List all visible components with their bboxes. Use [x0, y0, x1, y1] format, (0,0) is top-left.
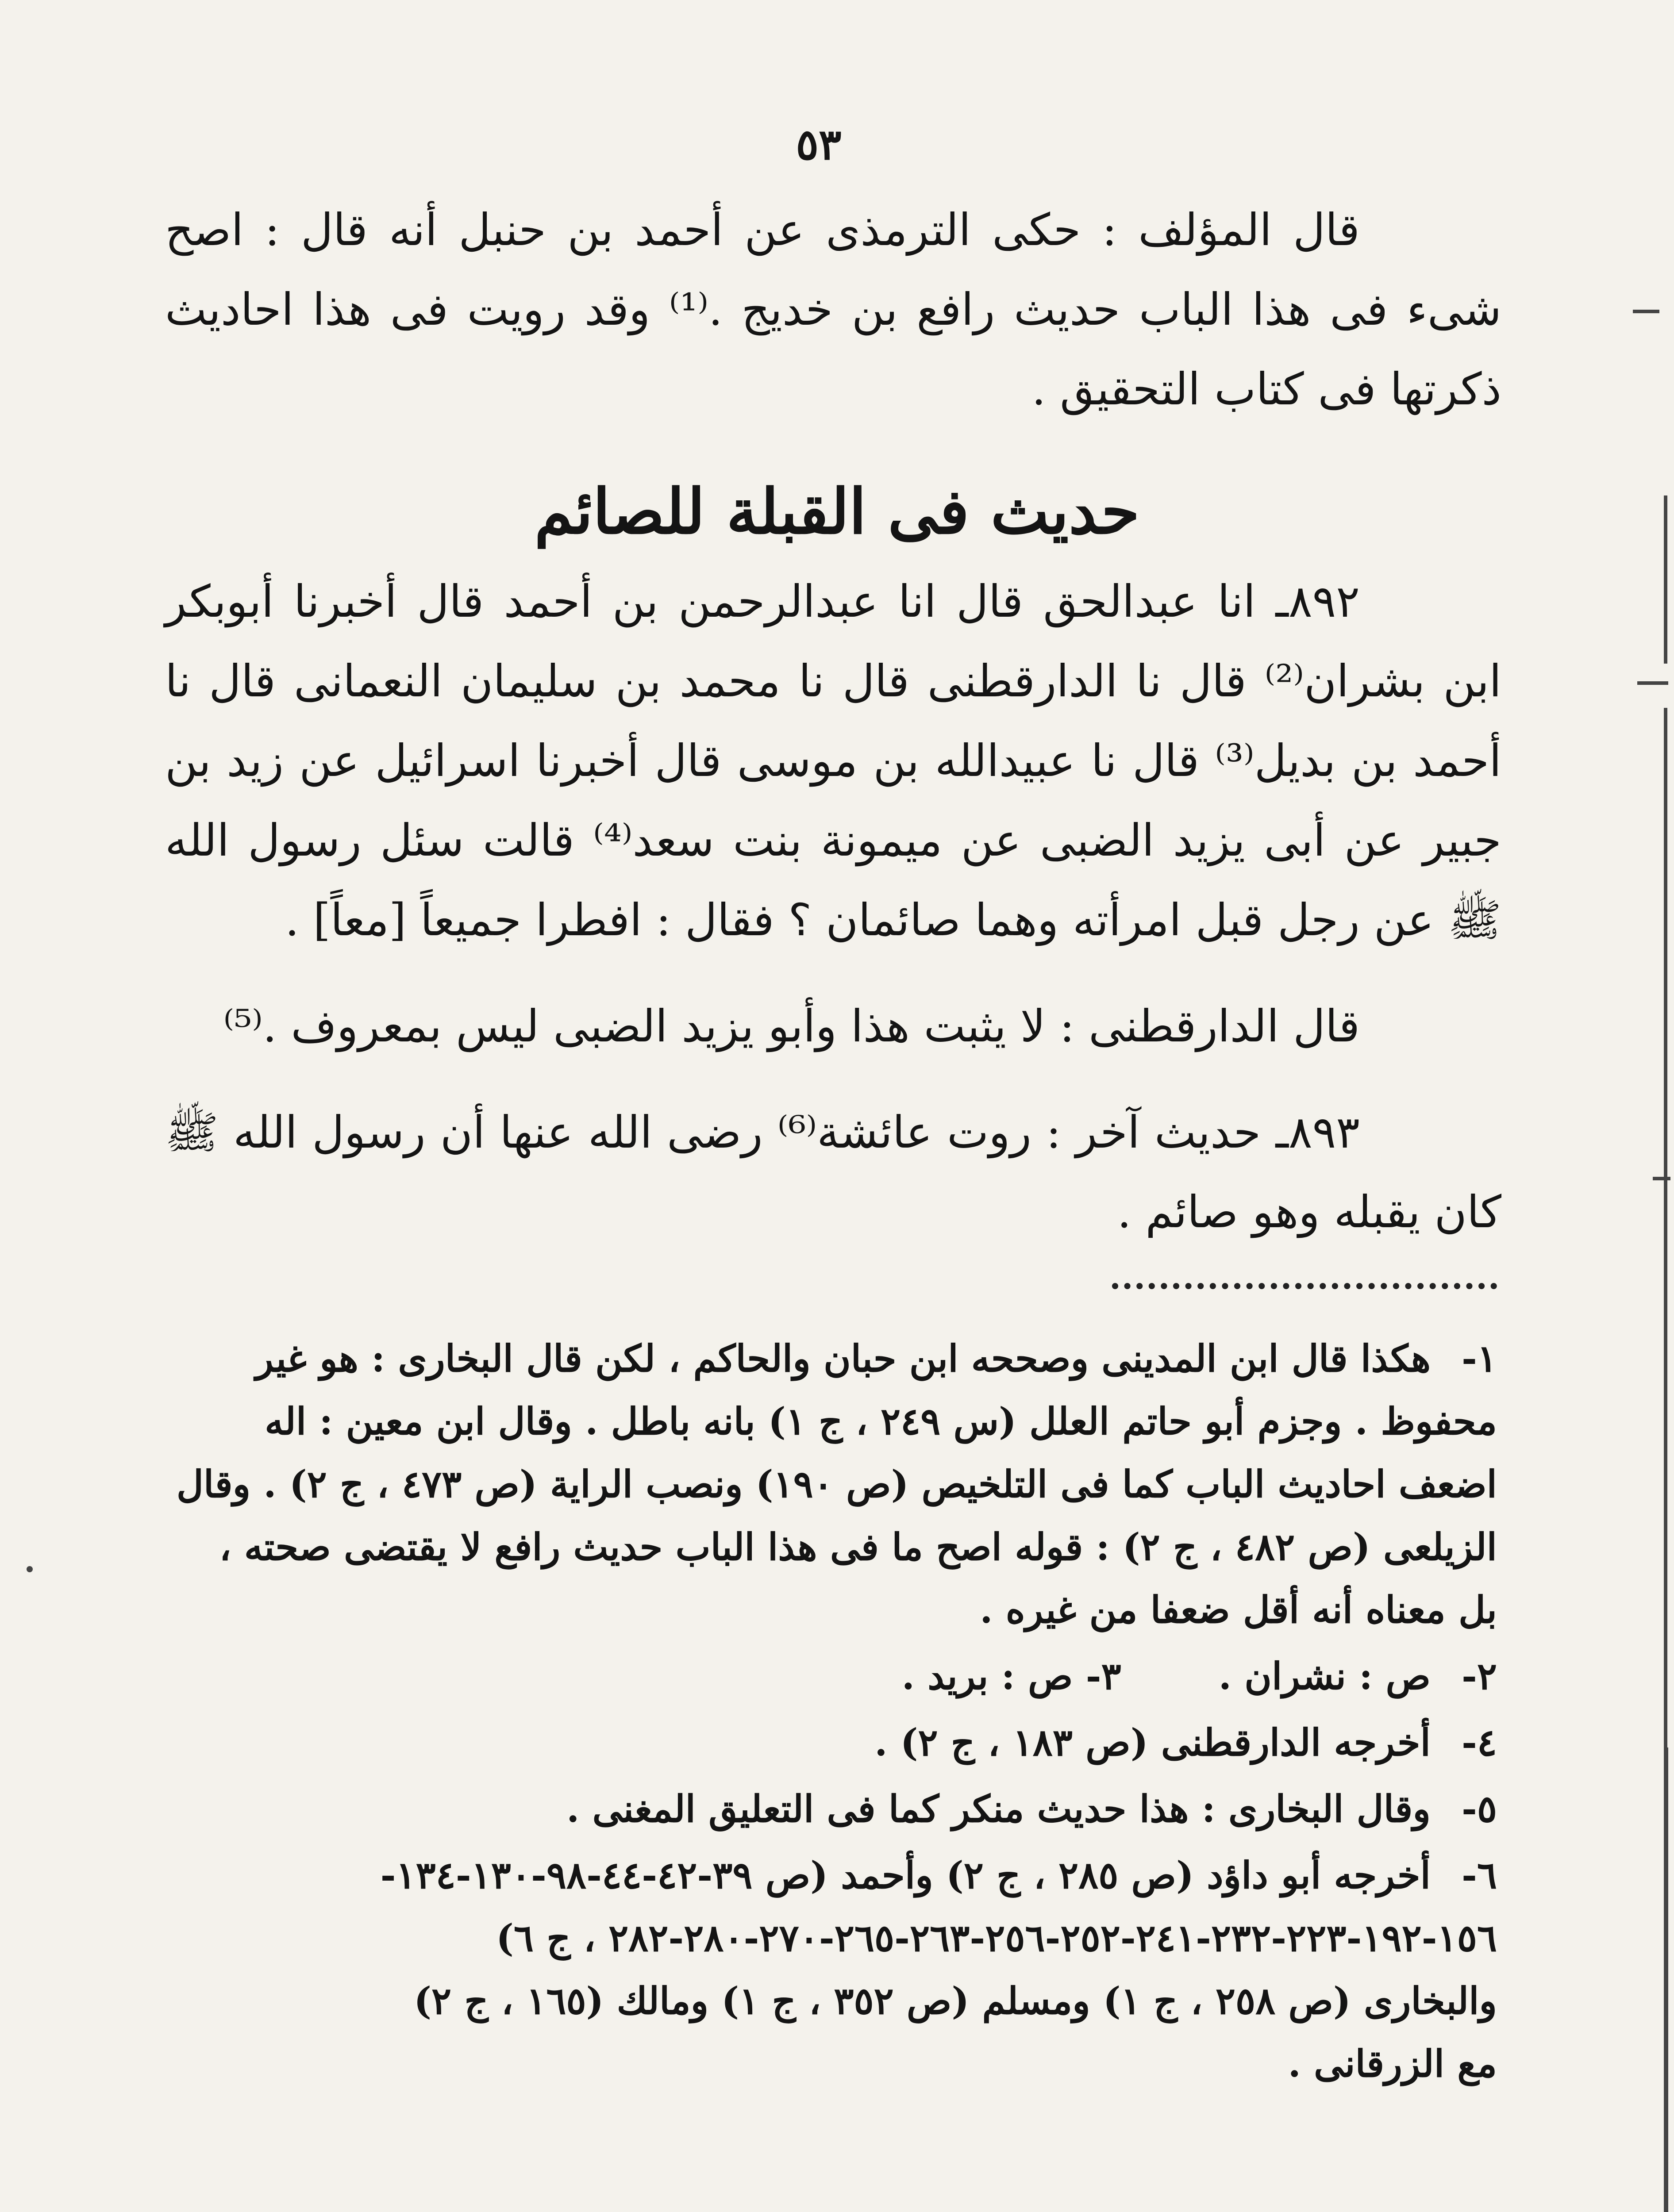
footnote-text-line: ١٥٦-١٩٢-٢٢٣-٢٣٢-٢٤١-٢٥٢-٢٥٦-٢٦٣-٢٦٥-٢٧٠-٢٨٠-٢٨٢ ، ج ٦) [496, 1916, 1497, 1960]
footnote-text: أخرجه الدارقطنى (ص ١٨٣ ، ج ٢) . [874, 1720, 1431, 1764]
margin-scan-mark [1664, 495, 1667, 664]
section-heading: حديث فى القبلة للصائم [534, 476, 1140, 548]
footnote-text-line: والبخارى (ص ٢٥٨ ، ج ١) ومسلم (ص ٣٥٢ ، ج ١) ومالك (١٦٥ ، ج ٢) [414, 1979, 1497, 2023]
margin-scan-mark [1653, 1177, 1670, 1180]
daraqutni-note-text: قال الدارقطنى : لا يثبت هذا وأبو يزيد الضبى ليس بمعروف .⁽⁵⁾ [223, 1000, 1360, 1052]
hadith-893-text: ٨٩٣ـ حديث آخر : روت عائشة⁽⁶⁾ رضى الله عنها أن رسول الله ﷺ كان يقبله وهو صائم . [165, 1106, 1501, 1238]
margin-scan-mark [1637, 681, 1668, 685]
footnote-text-line: أخرجه أبو داؤد (ص ٢٨٥ ، ج ٢) وأحمد (ص ٣٩-٤٢-٤٤-٩٨-١٣٠-١٣٤- [380, 1853, 1431, 1897]
margin-scan-mark [27, 1566, 33, 1572]
footnote-text: ص : بريد . [901, 1654, 1073, 1698]
page-number: ٥٣ [796, 119, 842, 169]
footnote-text-line: مع الزرقانى . [1288, 2042, 1497, 2085]
footnote-divider [1112, 1283, 1497, 1289]
footnote-number: ٦- [1462, 1853, 1497, 1897]
footnote-2 [1219, 1645, 1497, 1708]
footnote-1 [169, 1327, 1497, 1641]
footnote-text: ص : نشران . [1218, 1654, 1431, 1698]
footnote-text: هكذا قال ابن المدينى وصححه ابن حبان والحاكم ، لكن قال البخارى : هو غير محفوظ . وجزم أبو حاتم العلل (س ٢٤٩ ، ج ١) بانه باطل . وقال ابن معين : اله اضعف احاديث الباب كما فى التلخيص (ص ١٩٠) ونصب الراية (ص ٤٧٣ ، ج ٢) . وقال الزيلعى (ص ٤٨٢ ، ج ٢) : قوله اصح ما فى هذا الباب حديث رافع لا يقتضى صحته ، بل معناه أنه أقل ضعفا من غيره . [176, 1336, 1497, 1632]
footnote-4 [169, 1711, 1497, 1774]
footnote-number: ٢- [1462, 1654, 1497, 1698]
footnote-5 [169, 1778, 1497, 1840]
intro-text: قال المؤلف : حكى الترمذى عن أحمد بن حنبل أنه قال : اصح شىء فى هذا الباب حديث رافع بن خديج .⁽¹⁾ وقد رويت فى هذا احاديث ذكرتها فى كتاب التحقيق . [165, 204, 1501, 415]
footnote-text: وقال البخارى : هذا حديث منكر كما فى التعليق المغنى . [566, 1787, 1431, 1831]
footnote-3 [902, 1645, 1121, 1708]
footnotes-2-3-row [169, 1645, 1497, 1708]
footnote-6 [169, 1844, 1497, 2095]
footnotes-block [169, 1327, 1497, 2099]
margin-scan-mark [1633, 310, 1659, 313]
hadith-892-text: ٨٩٢ـ انا عبدالحق قال انا عبدالرحمن بن أحمد قال أخبرنا أبوبكر ابن بشران⁽²⁾ قال نا الدارقطنى قال نا محمد بن سليمان النعمانى قال نا أحمد بن بديل⁽³⁾ قال نا عبيدالله بن موسى قال أخبرنا اسرائيل عن زيد بن جبير عن أبى يزيد الضبى عن ميمونة بنت سعد⁽⁴⁾ قالت سئل رسول الله ﷺ عن رجل قبل امرأته وهما صائمان ؟ فقال : افطرا جميعاً [معاً] . [165, 576, 1501, 946]
footnote-number: ٥- [1462, 1787, 1497, 1831]
hadith-893-paragraph [165, 1093, 1501, 1252]
hadith-892-paragraph [165, 562, 1501, 960]
intro-paragraph [165, 190, 1501, 429]
margin-scan-mark [1664, 708, 1667, 1770]
daraqutni-note-paragraph [165, 987, 1501, 1066]
footnote-number: ٣- [1085, 1654, 1121, 1698]
footnote-number: ٤- [1462, 1720, 1497, 1764]
footnote-number: ١- [1462, 1336, 1497, 1380]
margin-scan-mark [1664, 1747, 1668, 2212]
